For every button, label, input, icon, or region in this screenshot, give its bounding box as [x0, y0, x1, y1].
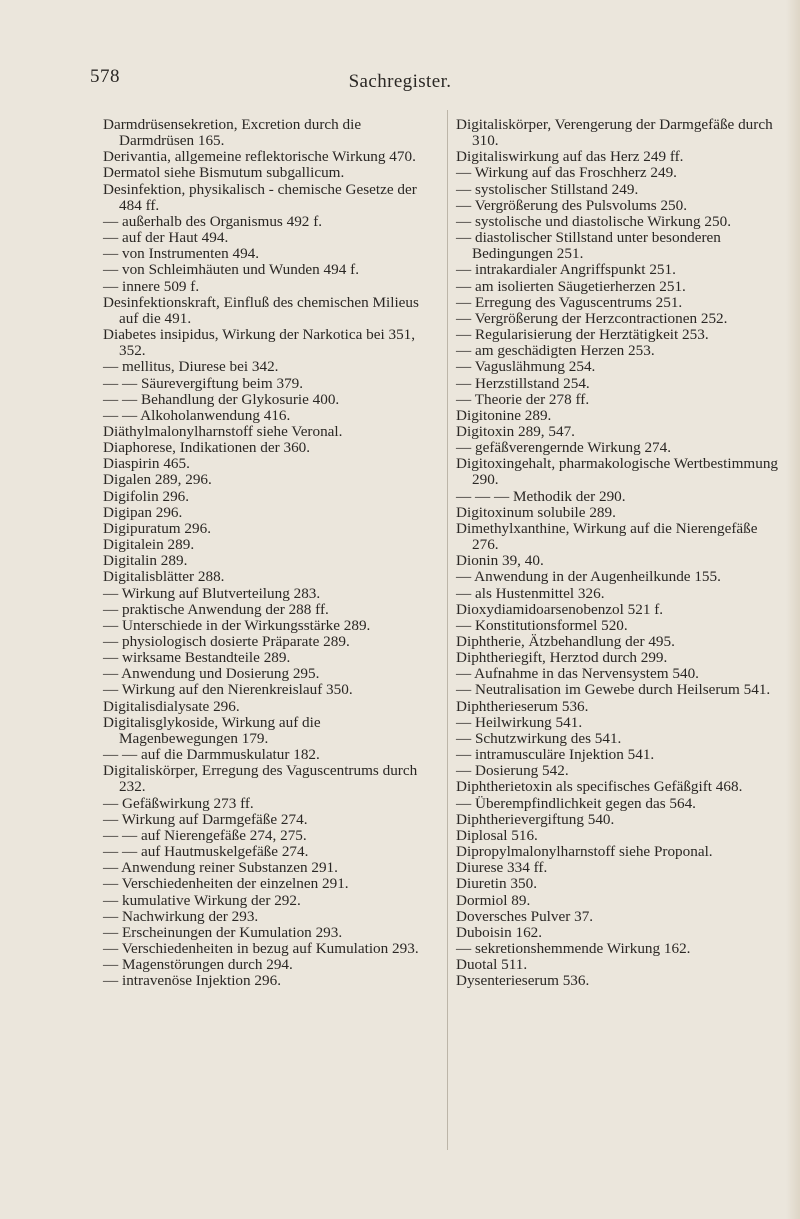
index-entry: — gefäßverengernde Wirkung 274.: [456, 439, 672, 457]
index-entry: — Überempfindlichkeit gegen das 564.: [456, 794, 696, 812]
index-entry: Desinfektionskraft, Einfluß des chemischen Milieus auf die 491.: [103, 293, 419, 327]
index-entry: — Verschiedenheiten in bezug auf Kumulation 293.: [103, 939, 419, 957]
index-entry: — — auf Nierengefäße 274, 275.: [103, 826, 307, 844]
index-entry: Digitalin 289.: [103, 552, 188, 570]
index-entry: — intramusculäre Injektion 541.: [456, 746, 655, 764]
index-entry: Dioxydiamidoarsenobenzol 521 f.: [456, 600, 664, 618]
index-entry: Digifolin 296.: [103, 487, 190, 505]
index-entry: — Vergrößerung des Pulsvolums 250.: [456, 196, 688, 214]
index-entry: Diphtherieserum 536.: [456, 697, 589, 715]
index-entry: Dipropylmalonylharnstoff siehe Proponal.: [456, 843, 713, 861]
index-entry: — am isolierten Säugetierherzen 251.: [456, 277, 686, 295]
index-entry: Digipan 296.: [103, 503, 183, 521]
index-entry: — — Behandlung der Glykosurie 400.: [103, 390, 340, 408]
index-entry: Digitoxinum solubile 289.: [456, 503, 616, 521]
index-entry: — von Instrumenten 494.: [103, 245, 260, 263]
index-entry: — Vaguslähmung 254.: [456, 358, 596, 376]
index-entry: — Herzstillstand 254.: [456, 374, 590, 392]
index-entry: — sekretionshemmende Wirkung 162.: [456, 939, 691, 957]
index-entry: Diphtheriegift, Herztod durch 299.: [456, 649, 668, 667]
index-entry: Diplosal 516.: [456, 826, 538, 844]
index-entry: — — Alkoholanwendung 416.: [103, 406, 291, 424]
index-entry: Digalen 289, 296.: [103, 471, 212, 489]
index-entry: — als Hustenmittel 326.: [456, 584, 605, 602]
index-entry: Diäthylmalonylharnstoff siehe Veronal.: [103, 422, 343, 440]
column-rule: [447, 110, 448, 1150]
index-entry: — Anwendung in der Augenheilkunde 155.: [456, 568, 721, 586]
index-entry: — Vergrößerung der Herzcontractionen 252.: [456, 309, 728, 327]
index-entry: — physiologisch dosierte Präparate 289.: [103, 633, 350, 650]
index-entry: — diastolischer Stillstand unter besonderen Bedingungen 251.: [456, 229, 721, 263]
page-number: 578: [90, 66, 120, 87]
index-entry: — Aufnahme in das Nervensystem 540.: [456, 665, 699, 683]
index-entry: — innere 509 f.: [103, 277, 200, 295]
index-entry: — Anwendung reiner Substanzen 291.: [103, 859, 338, 877]
index-entry: Digitaliskörper, Erregung des Vaguscentrums durch 232.: [103, 762, 418, 796]
index-column-right: [456, 117, 778, 989]
index-entry: Digitaliskörper, Verengerung der Darmgefäße durch 310.: [456, 116, 773, 150]
index-entry: Dionin 39, 40.: [456, 552, 544, 570]
index-entry: Dermatol siehe Bismutum subgallicum.: [103, 164, 345, 182]
index-entry: Digitaliswirkung auf das Herz 249 ff.: [456, 148, 684, 166]
index-entry: — Wirkung auf Blutverteilung 283.: [103, 584, 321, 602]
index-entry: Derivantia, allgemeine reflektorische Wirkung 470.: [103, 148, 416, 166]
page-edge-shadow: [786, 0, 800, 1219]
index-entry: Digitoxin 289, 547.: [456, 422, 575, 440]
index-entry: — Heilwirkung 541.: [456, 713, 583, 731]
index-entry: Diurese 334 ff.: [456, 859, 548, 877]
index-entry: Digitoxingehalt, pharmakologische Wertbestimmung 290.: [456, 455, 779, 489]
index-entry: — Erregung des Vaguscentrums 251.: [456, 293, 683, 311]
index-entry: — Regularisierung der Herztätigkeit 253.: [456, 326, 709, 344]
index-entry: — Verschiedenheiten der einzelnen 291.: [103, 875, 349, 893]
index-entry: — — auf Hautmuskelgefäße 274.: [103, 843, 309, 861]
index-entry: — Neutralisation im Gewebe durch Heilserum 541.: [456, 681, 771, 699]
index-entry: — Magenstörungen durch 294.: [103, 956, 293, 974]
index-entry: Digipuratum 296.: [103, 519, 211, 537]
index-entry: — auf der Haut 494.: [103, 229, 229, 247]
index-entry: — Nachwirkung der 293.: [103, 907, 259, 925]
index-entry: Digitalein 289.: [103, 536, 195, 554]
index-entry: Dysenterieserum 536.: [456, 972, 590, 990]
index-entry: — Wirkung auf Darmgefäße 274.: [103, 810, 308, 828]
index-entry: Diaspirin 465.: [103, 455, 190, 473]
index-entry: Dormiol 89.: [456, 891, 531, 909]
index-entry: — Wirkung auf das Froschherz 249.: [456, 164, 677, 182]
index-entry: Digitonine 289.: [456, 406, 552, 424]
index-entry: Diaphorese, Indikationen der 360.: [103, 439, 311, 457]
index-entry: Desinfektion, physikalisch - chemische Gesetze der 484 ff.: [103, 180, 417, 214]
index-entry: — Konstitutionsformel 520.: [456, 616, 628, 634]
index-entry: — außerhalb des Organismus 492 f.: [103, 212, 323, 230]
index-entry: Duboisin 162.: [456, 923, 543, 941]
index-entry: — — — Methodik der 290.: [456, 487, 626, 505]
index-entry: Diphtherietoxin als specifisches Gefäßgift 468.: [456, 778, 743, 796]
index-entry: — Unterschiede in der Wirkungsstärke 289.: [103, 616, 371, 634]
index-entry: — — Säurevergiftung beim 379.: [103, 374, 304, 392]
index-entry: — Dosierung 542.: [456, 762, 569, 780]
index-entry: — kumulative Wirkung der 292.: [103, 891, 301, 909]
running-title: Sachregister.: [348, 71, 452, 92]
index-entry: — praktische Anwendung der 288 ff.: [103, 600, 329, 618]
index-entry: — Gefäßwirkung 273 ff.: [103, 794, 254, 812]
index-entry: — mellitus, Diurese bei 342.: [103, 358, 279, 376]
index-entry: Darmdrüsensekretion, Excretion durch die Darmdrüsen 165.: [103, 116, 362, 150]
index-entry: — systolischer Stillstand 249.: [456, 180, 639, 198]
index-entry: Duotal 511.: [456, 956, 528, 974]
index-column-left: [103, 117, 425, 989]
index-entry: — Erscheinungen der Kumulation 293.: [103, 923, 343, 941]
index-entry: — wirksame Bestandteile 289.: [103, 649, 291, 667]
index-entry: — intrakardialer Angriffspunkt 251.: [456, 261, 676, 279]
index-entry: — systolische und diastolische Wirkung 250.: [456, 212, 731, 230]
index-entry: — intravenöse Injektion 296.: [103, 972, 281, 990]
index-entry: — Anwendung und Dosierung 295.: [103, 665, 320, 683]
index-entry: Digitalisdialysate 296.: [103, 697, 240, 715]
index-entry: — Wirkung auf den Nierenkreislauf 350.: [103, 681, 353, 699]
index-entry: Diphtherievergiftung 540.: [456, 810, 615, 828]
index-entry: — Schutzwirkung des 541.: [456, 729, 622, 747]
index-entry: Dimethylxanthine, Wirkung auf die Nierengefäße 276.: [456, 519, 758, 554]
index-entry: Doversches Pulver 37.: [456, 907, 594, 925]
index-entry: Digitalisglykoside, Wirkung auf die Magenbewegungen 179.: [103, 713, 321, 747]
index-entry: — Theorie der 278 ff.: [456, 390, 590, 408]
index-entry: — — auf die Darmmuskulatur 182.: [103, 746, 320, 764]
index-entry: — von Schleimhäuten und Wunden 494 f.: [103, 261, 359, 279]
index-entry: Diuretin 350.: [456, 875, 537, 893]
index-entry: Diabetes insipidus, Wirkung der Narkotica bei 351, 352.: [103, 326, 416, 360]
index-entry: Diphtherie, Ätzbehandlung der 495.: [456, 633, 675, 650]
index-entry: — am geschädigten Herzen 253.: [456, 342, 655, 360]
index-entry: Digitalisblätter 288.: [103, 568, 225, 586]
